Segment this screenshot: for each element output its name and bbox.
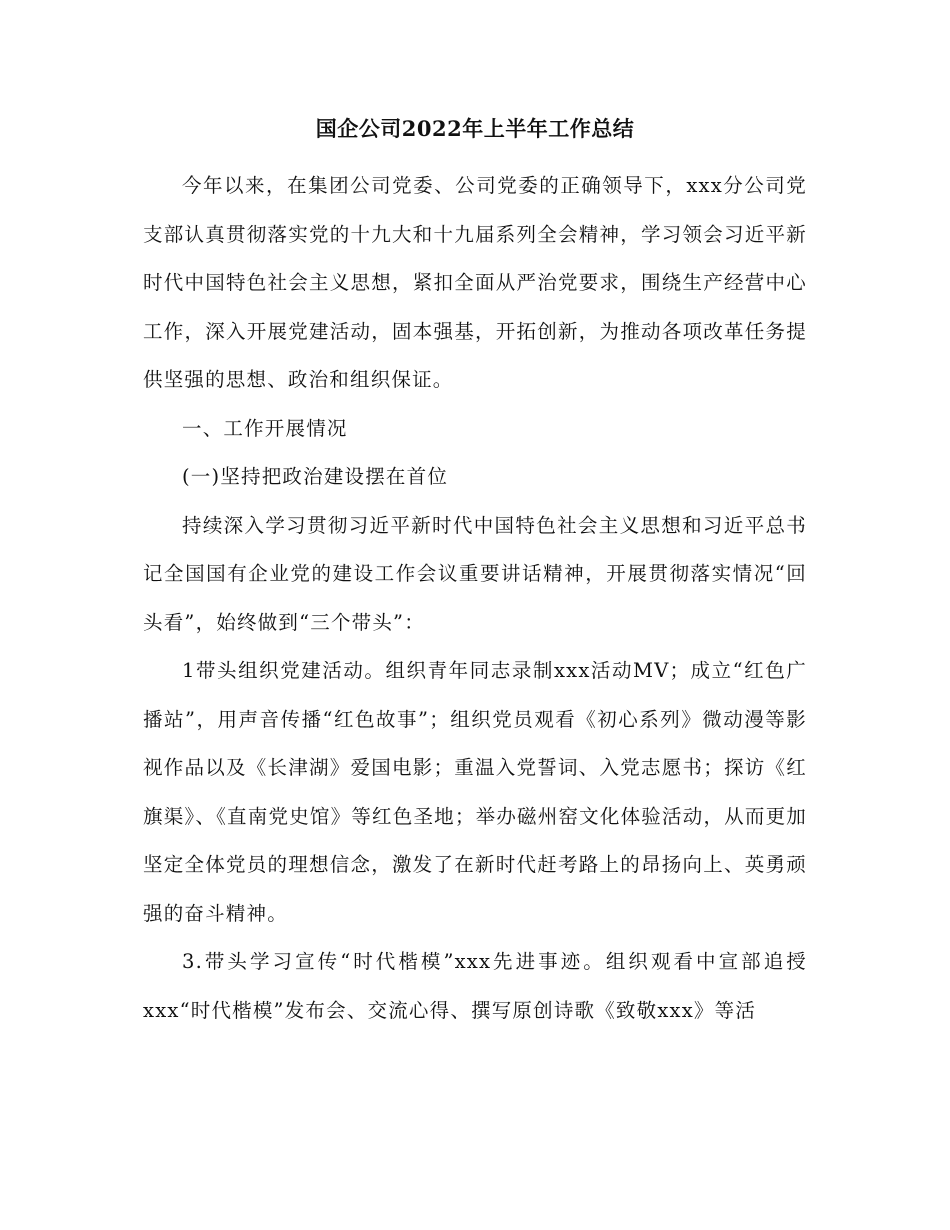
- body-paragraph-1: 持续深入学习贯彻习近平新时代中国特色社会主义思想和习近平总书记全国国有企业党的建设工作会议重要讲话精神，开展贯彻落实情况“回头看”，始终做到“三个带头”：: [143, 513, 807, 634]
- document-page: [143, 112, 807, 1035]
- body-paragraph-3: 3.带头学习宣传“时代楷模”xxx先进事迹。组织观看中宣部追授xxx“时代楷模”发布会、交流心得、撰写原创诗歌《致敬xxx》等活: [143, 950, 807, 1022]
- section-heading-1: 一、工作开展情况: [182, 416, 348, 440]
- intro-paragraph: 今年以来，在集团公司党委、公司党委的正确领导下，xxx分公司党支部认真贯彻落实党的十九大和十九届系列全会精神，学习领会习近平新时代中国特色社会主义思想，紧扣全面从严治党要求，围绕生产经营中心工作，深入开展党建活动，固本强基，开拓创新，为推动各项改革任务提供坚强的思想、政治和组织保证。: [143, 174, 807, 391]
- document-title: 国企公司2022年上半年工作总结: [315, 116, 635, 141]
- subsection-heading-1: (一)坚持把政治建设摆在首位: [182, 465, 449, 488]
- body-paragraph-2: 1带头组织党建活动。组织青年同志录制xxx活动MV；成立“红色广播站”，用声音传播“红色故事”；组织党员观看《初心系列》微动漫等影视作品以及《长津湖》爱国电影；重温入党誓词、入党志愿书；探访《红旗渠》、《直南党史馆》等红色圣地；举办磁州窑文化体验活动，从而更加坚定全体党员的理想信念，激发了在新时代赶考路上的昂扬向上、英勇顽强的奋斗精神。: [143, 659, 807, 925]
